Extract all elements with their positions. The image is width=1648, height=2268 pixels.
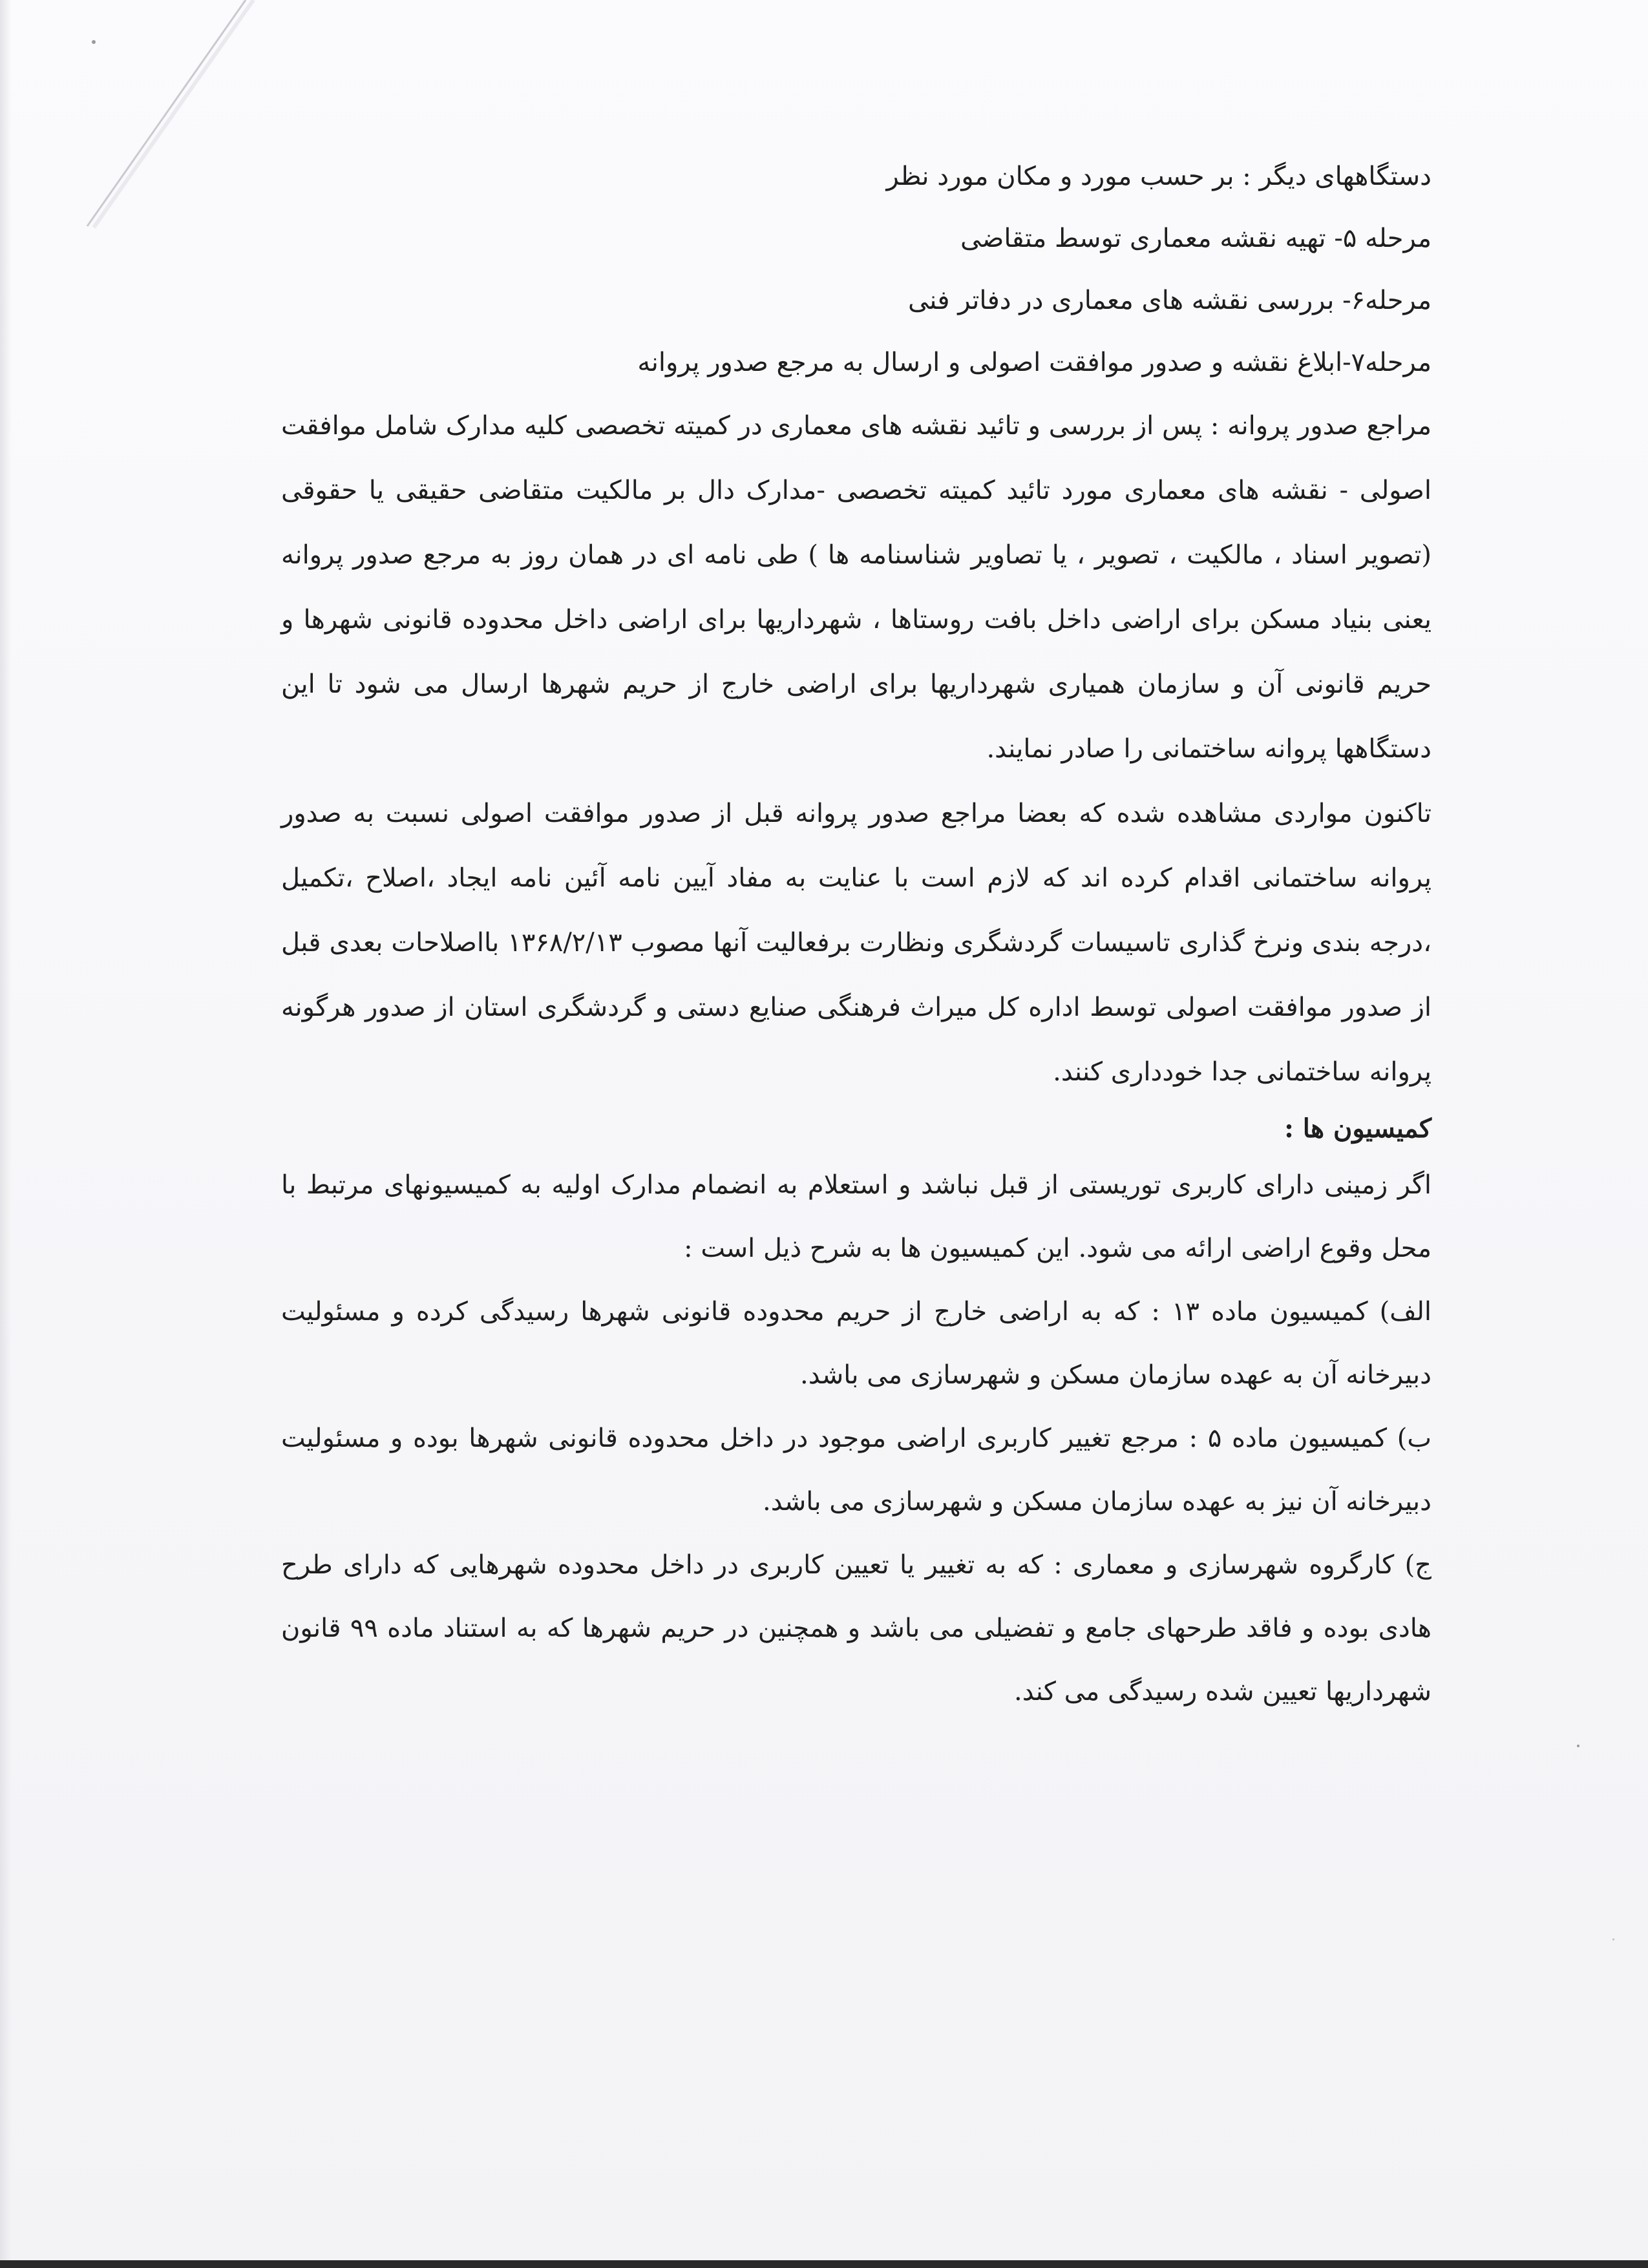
line-step-6: مرحله۶- بررسی نقشه های معماری در دفاتر فنی — [907, 286, 1431, 315]
paragraph-observed-cases: تاکنون مواردی مشاهده شده که بعضا مراجع صدور پروانه قبل از صدور موافقت اصولی نسبت به صدور پروانه ساختمانی اقدام کرده اند که لازم است با عنایت به مفاد آیین نامه آئین نامه ایجاد ،اصلاح ،تکمیل ،درجه بندی ونرخ گذاری تاسیسات گردشگری ونظارت برفعالیت آنها مصوب ۱۳۶۸/۲/۱۳ بااصلاحات بعدی قبل از صدور موافقت اصولی توسط اداره کل میراث فرهنگی صنایع دستی و گردشگری استان از صدور هرگونه پروانه ساختمانی جدا خودداری کنند. — [281, 799, 1431, 1087]
commission-item-a: الف) کمیسیون ماده ۱۳ : که به اراضی خارج از حریم محدوده قانونی شهرها رسیدگی کرده و مسئولیت دبیرخانه آن به عهده سازمان مسکن و شهرسازی می باشد. — [281, 1297, 1431, 1390]
commissions-heading: کمیسیون ها : — [1284, 1113, 1431, 1144]
page-left-edge-shadow — [0, 0, 12, 2268]
commission-item-b: ب) کمیسیون ماده ۵ : مرجع تغییر کاربری اراضی موجود در داخل محدوده قانونی شهرها بوده و مسئولیت دبیرخانه آن نیز به عهده سازمان مسکن و شهرسازی می باشد. — [281, 1423, 1431, 1517]
line-step-5: مرحله ۵- تهیه نقشه معماری توسط متقاضی — [960, 224, 1431, 253]
scan-speck — [1612, 1938, 1614, 1940]
document-body — [281, 145, 1431, 1723]
scan-speck — [1577, 1745, 1579, 1747]
paragraph-issuing-authority: مراجع صدور پروانه : پس از بررسی و تائید نقشه های معماری در کمیته تخصصی کلیه مدارک شامل موافقت اصولی - نقشه های معماری مورد تائید کمیته تخصصی -مدارک دال بر مالکیت متقاضی حقیقی یا حقوقی (تصویر اسناد ، مالکیت ، تصویر ، یا تصاویر شناسنامه ها ) طی نامه ای در همان روز به مرجع صدور پروانه یعنی بنیاد مسکن برای اراضی داخل بافت روستاها ، شهرداریها برای اراضی داخل محدوده قانونی شهرها و حریم قانونی آن و سازمان همیاری شهرداریها برای اراضی خارج از حریم شهرها ارسال می شود تا این دستگاهها پروانه ساختمانی را صادر نمایند. — [281, 411, 1431, 764]
commissions-intro: اگر زمینی دارای کاربری توریستی از قبل نباشد و استعلام به انضمام مدارک اولیه به کمیسیونهای مرتبط با محل وقوع اراضی ارائه می شود. این کمیسیون ها به شرح ذیل است : — [281, 1170, 1431, 1263]
scan-speck — [92, 40, 96, 44]
scanner-bottom-edge — [0, 2260, 1648, 2268]
line-step-7: مرحله۷-ابلاغ نقشه و صدور موافقت اصولی و ارسال به مرجع صدور پروانه — [637, 348, 1431, 377]
line-other-agencies: دستگاههای دیگر : بر حسب مورد و مکان مورد نظر — [886, 162, 1431, 191]
commission-item-c: ج) کارگروه شهرسازی و معماری : که به تغییر یا تعیین کاربری در داخل محدوده شهرهایی که دارای طرح هادی بوده و فاقد طرحهای جامع و تفضیلی می باشد و همچنین در حریم شهرها که به استناد ماده ۹۹ قانون شهرداریها تعیین شده رسیدگی می کند. — [281, 1550, 1431, 1706]
